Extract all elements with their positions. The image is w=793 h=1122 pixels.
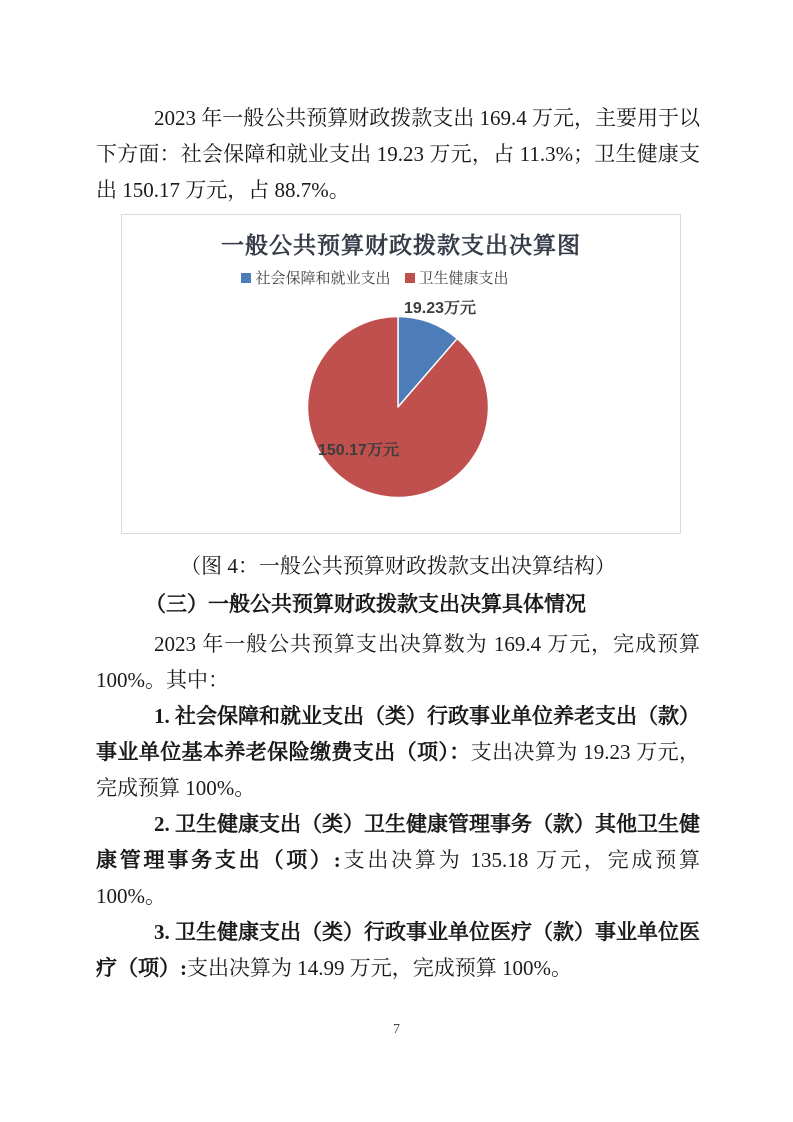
figure-caption: （图 4：一般公共预算财政拨款支出决算结构） <box>180 554 616 578</box>
page-number: 7 <box>393 1022 400 1037</box>
legend-item-health <box>405 267 509 288</box>
pie-slice-label-health: 150.17万元 <box>318 442 399 459</box>
pie-slice-label-social-security: 19.23万元 <box>404 300 477 317</box>
budget-item-1-value: 支出决算为 19.23 万元，完成预算 100%。 <box>96 740 701 800</box>
pie-chart <box>303 312 493 502</box>
pie-slice-1 <box>308 317 489 498</box>
legend-label-social-security: 社会保障和就业支出 <box>255 270 391 287</box>
pie-chart-figure <box>121 214 681 534</box>
paragraph-summary: 2023 年一般公共预算支出决算数为 169.4 万元，完成预算 100%。其中： <box>96 632 700 692</box>
chart-title: 一般公共预算财政拨款支出决算图 <box>221 232 581 258</box>
legend-swatch-blue-icon <box>241 273 251 283</box>
paragraph-intro: 2023 年一般公共预算财政拨款支出 169.4 万元，主要用于以下方面：社会保障和就业支出 19.23 万元，占 11.3%；卫生健康支出 150.17 万元，占 88.7%。 <box>96 106 700 202</box>
budget-item-1-title: 1. 社会保障和就业支出（类）行政事业单位养老支出（款）事业单位基本养老保险缴费支出（项）： <box>96 704 700 764</box>
chart-legend <box>96 267 654 288</box>
budget-item-2-title: 2. 卫生健康支出（类）卫生健康管理事务（款）其他卫生健康管理事务支出（项）: <box>96 812 700 872</box>
budget-item-3-title: 3. 卫生健康支出（类）行政事业单位医疗（款）事业单位医疗（项）: <box>96 920 700 980</box>
legend-item-social-security <box>241 267 390 288</box>
budget-item-2-value: 支出决算为 135.18 万元，完成预算 100%。 <box>96 848 700 908</box>
section-heading: （三）一般公共预算财政拨款支出决算具体情况 <box>145 592 586 616</box>
legend-swatch-red-icon <box>405 273 415 283</box>
budget-item-3 <box>96 914 700 986</box>
budget-item-3-value: 支出决算为 14.99 万元，完成预算 100%。 <box>187 956 572 980</box>
legend-label-health: 卫生健康支出 <box>418 270 509 287</box>
budget-item-1 <box>96 698 700 806</box>
budget-item-2 <box>96 806 700 914</box>
